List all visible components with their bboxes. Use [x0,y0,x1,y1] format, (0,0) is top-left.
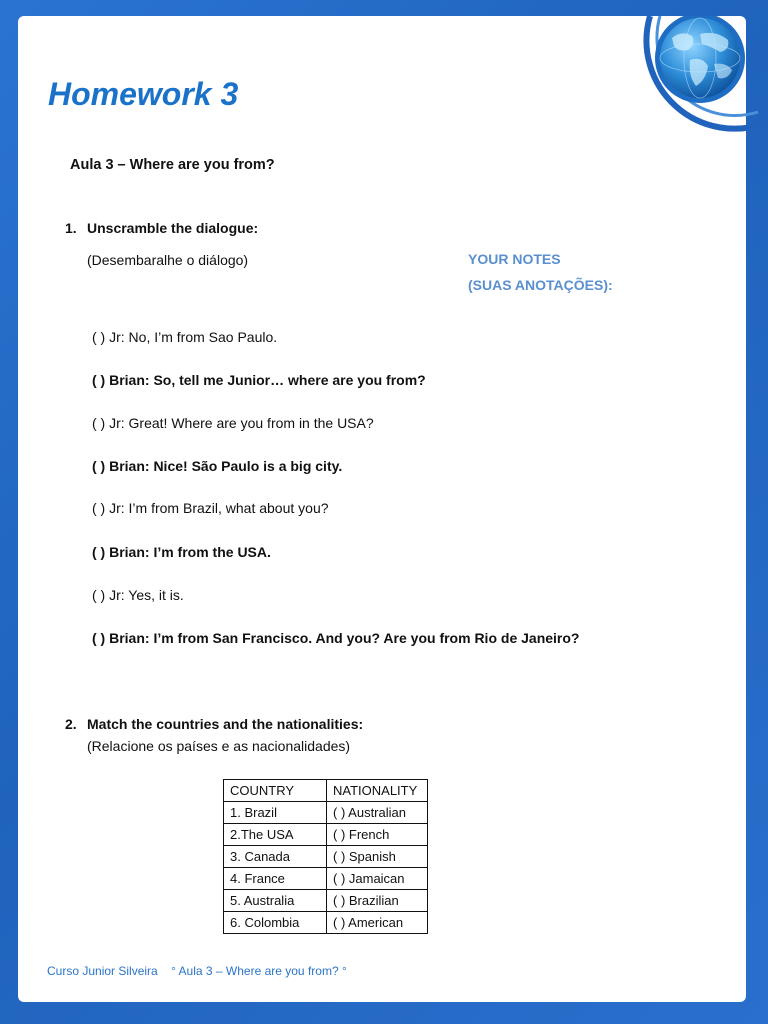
column-header-country: COUNTRY [224,780,327,802]
question-2-title [65,716,363,732]
page-footer [47,964,357,978]
table-row [224,802,428,824]
question-1-translation: (Desembaralhe o diálogo) [87,252,249,268]
footer-course-name: Curso Junior Silveira [47,964,158,978]
dialogue-line: ( ) Jr: I’m from Brazil, what about you? [92,500,329,516]
dialogue-line: ( ) Jr: Yes, it is. [92,587,184,603]
nationality-cell: ( ) American [327,912,428,934]
notes-label: YOUR NOTES [468,251,561,267]
dialogue-line: ( ) Brian: So, tell me Junior… where are you from? [92,372,426,388]
question-2-translation: (Relacione os países e as nacionalidades) [87,738,351,754]
country-cell: 4. France [224,868,327,890]
footer-lesson-name: ° Aula 3 – Where are you from? ° [171,964,347,978]
column-header-nationality: NATIONALITY [327,780,428,802]
dialogue-line: ( ) Brian: I’m from the USA. [92,544,271,560]
globe-logo [630,16,768,142]
page-title: Homework 3 [48,76,239,112]
dialogue-line: ( ) Jr: Great! Where are you from in the USA? [92,415,374,431]
dialogue-line: ( ) Brian: I’m from San Francisco. And you? Are you from Rio de Janeiro? [92,630,580,646]
notes-label-translation: (SUAS ANOTAÇÕES): [468,277,613,293]
question-1-title [65,220,258,236]
match-table [223,779,428,934]
country-cell: 1. Brazil [224,802,327,824]
table-row [224,868,428,890]
country-cell: 6. Colombia [224,912,327,934]
table-row [224,824,428,846]
dialogue-line: ( ) Brian: Nice! São Paulo is a big city. [92,458,343,474]
table-row [224,912,428,934]
table-header-row [224,780,428,802]
globe-icon [630,16,768,142]
country-cell: 5. Australia [224,890,327,912]
nationality-cell: ( ) Brazilian [327,890,428,912]
nationality-cell: ( ) Australian [327,802,428,824]
question-2-number: 2. [65,716,77,732]
dialogue-line: ( ) Jr: No, I’m from Sao Paulo. [92,329,278,345]
table-row [224,890,428,912]
nationality-cell: ( ) French [327,824,428,846]
lesson-subtitle: Aula 3 – Where are you from? [70,157,275,173]
notes-area [468,246,613,298]
nationality-cell: ( ) Spanish [327,846,428,868]
nationality-cell: ( ) Jamaican [327,868,428,890]
question-2-text: Match the countries and the nationalities: [87,716,364,732]
country-cell: 2.The USA [224,824,327,846]
country-cell: 3. Canada [224,846,327,868]
table-row [224,846,428,868]
worksheet-page [18,16,746,1002]
question-1-number: 1. [65,220,77,236]
question-1-text: Unscramble the dialogue: [87,220,259,236]
